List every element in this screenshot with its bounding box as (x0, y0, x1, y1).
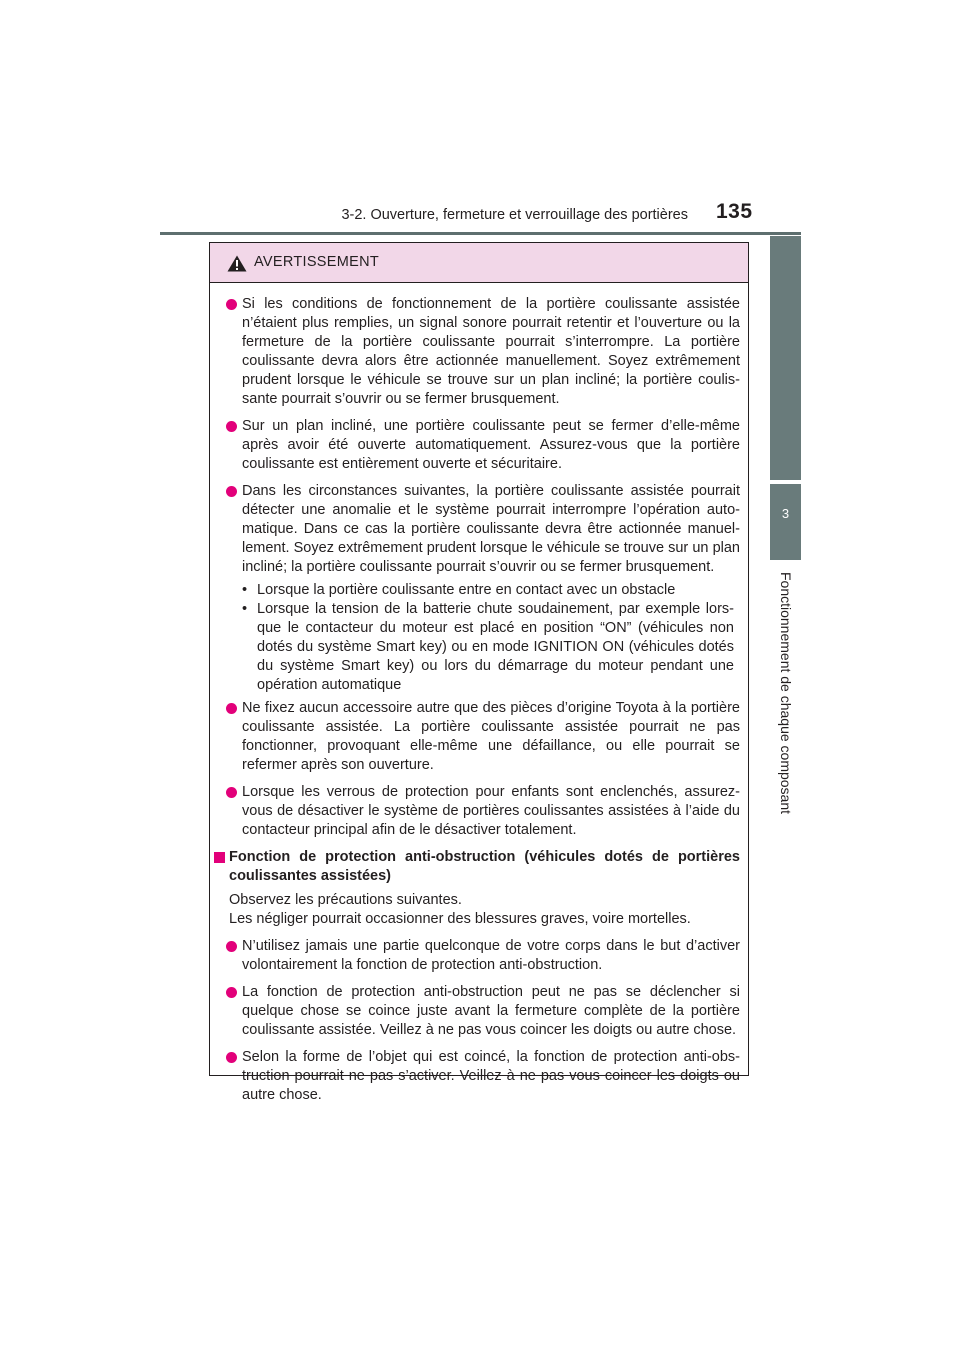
warning-triangle-icon (227, 255, 247, 272)
section-square (214, 852, 225, 863)
sub-list-item: • Lorsque la portière coulissante entre en contact avec un obstacle (242, 582, 676, 598)
header-rule (160, 232, 801, 235)
side-tab-upper (770, 236, 801, 480)
bullet-dot (226, 941, 237, 952)
warning-header (210, 243, 748, 283)
warning-bullet: Selon la forme de l’objet qui est coincé, la fonction de protection anti-obstruction pourrait ne pas s’activer. Veillez à ne pas vous coincer les doigts ou autre chose. (210, 1048, 744, 1105)
page-number: 135 (716, 200, 753, 223)
bullet-dot (226, 486, 237, 497)
section-title: 3-2. Ouverture, fermeture et verrouillage des portières (341, 207, 688, 223)
warning-bullet: Sur un plan incliné, une portière coulissante peut se fermer d’elle-même après avoir été ouverte automatiquement. Assurez-vous que la portière coulissante est entièrement ouverte et sécuritaire. (210, 417, 744, 474)
bullet-dot (226, 987, 237, 998)
warning-title: AVERTISSEMENT (254, 254, 380, 270)
warning-content (210, 287, 744, 1105)
warning-bullet: Ne fixez aucun accessoire autre que des pièces d’origine Toyota à la portière coulissante assistée. La portière coulissante assistée pourrait ne pas fonctionner, provoquant elle-même une défaillance, ou elle pourrait se refermer après son ouverture. (210, 699, 744, 775)
warning-bullet: Lorsque les verrous de protection pour enfants sont enclenchés, assurez-vous de désactiver le système de portières coulissantes assistées à l’aide du contacteur principal afin de le désactiver totalement. (210, 783, 744, 840)
bullet-dot (226, 703, 237, 714)
warning-box (209, 242, 749, 1103)
sub-list-item: • Lorsque la tension de la batterie chute soudainement, par exemple lorsque le contacteur du moteur est placé en position “ON” (véhicules non dotés du système Smart key) ou en mode IGNITION ON (véhicules dotés du système Smart key) ou lors du démarrage du moteur pendant une opération automatique (242, 601, 734, 693)
sub-list (210, 581, 744, 695)
section-intro: Observez les précautions suivantes. Les négliger pourrait occasionner des blessures graves, voire mortelles. (229, 892, 691, 927)
side-tab-chapter (770, 484, 801, 560)
warning-bullet: Dans les circonstances suivantes, la portière coulissante assistée pourrait détecter une anomalie et le système pourrait interrompre l’opération automatique. Dans ce cas la portière coulissante devra être actionnée manuellement. Soyez extrêmement prudent lorsque le véhicule se trouve sur un plan incliné; la portière coulissante pourrait s’ouvrir ou se fermer brusquement. (210, 482, 744, 577)
chapter-label: Fonctionnement de chaque composant (778, 571, 794, 815)
warning-bullet: N’utilisez jamais une partie quelconque de votre corps dans le but d’activer volontairement la fonction de protection anti-obstruction. (210, 937, 744, 975)
bullet-dot (226, 787, 237, 798)
section-heading: Fonction de protection anti-obstruction (véhicules dotés de portières coulissantes assistées) (210, 848, 744, 886)
warning-bullet: La fonction de protection anti-obstruction peut ne pas se déclencher si quelque chose se coince juste avant la fermeture complète de la portière coulissante assistée. Veillez à ne pas vous coincer les doigts ou autre chose. (210, 983, 744, 1040)
bullet-dot (226, 299, 237, 310)
bullet-dot (226, 1052, 237, 1063)
chapter-number: 3 (781, 506, 790, 521)
bullet-dot (226, 421, 237, 432)
warning-bullet: Si les conditions de fonctionnement de la portière coulissante assistée n’étaient plus remplies, un signal sonore pourrait retentir et l’ouverture ou la fermeture de la portière coulissante pourrait s’interrompre. La portière coulissante devra alors être actionnée manuellement. Soyez extrêmement prudent lorsque le véhicule se trouve sur un plan incliné; la portière coulissante pourrait s’ouvrir ou se fermer brusquement. (210, 295, 744, 409)
